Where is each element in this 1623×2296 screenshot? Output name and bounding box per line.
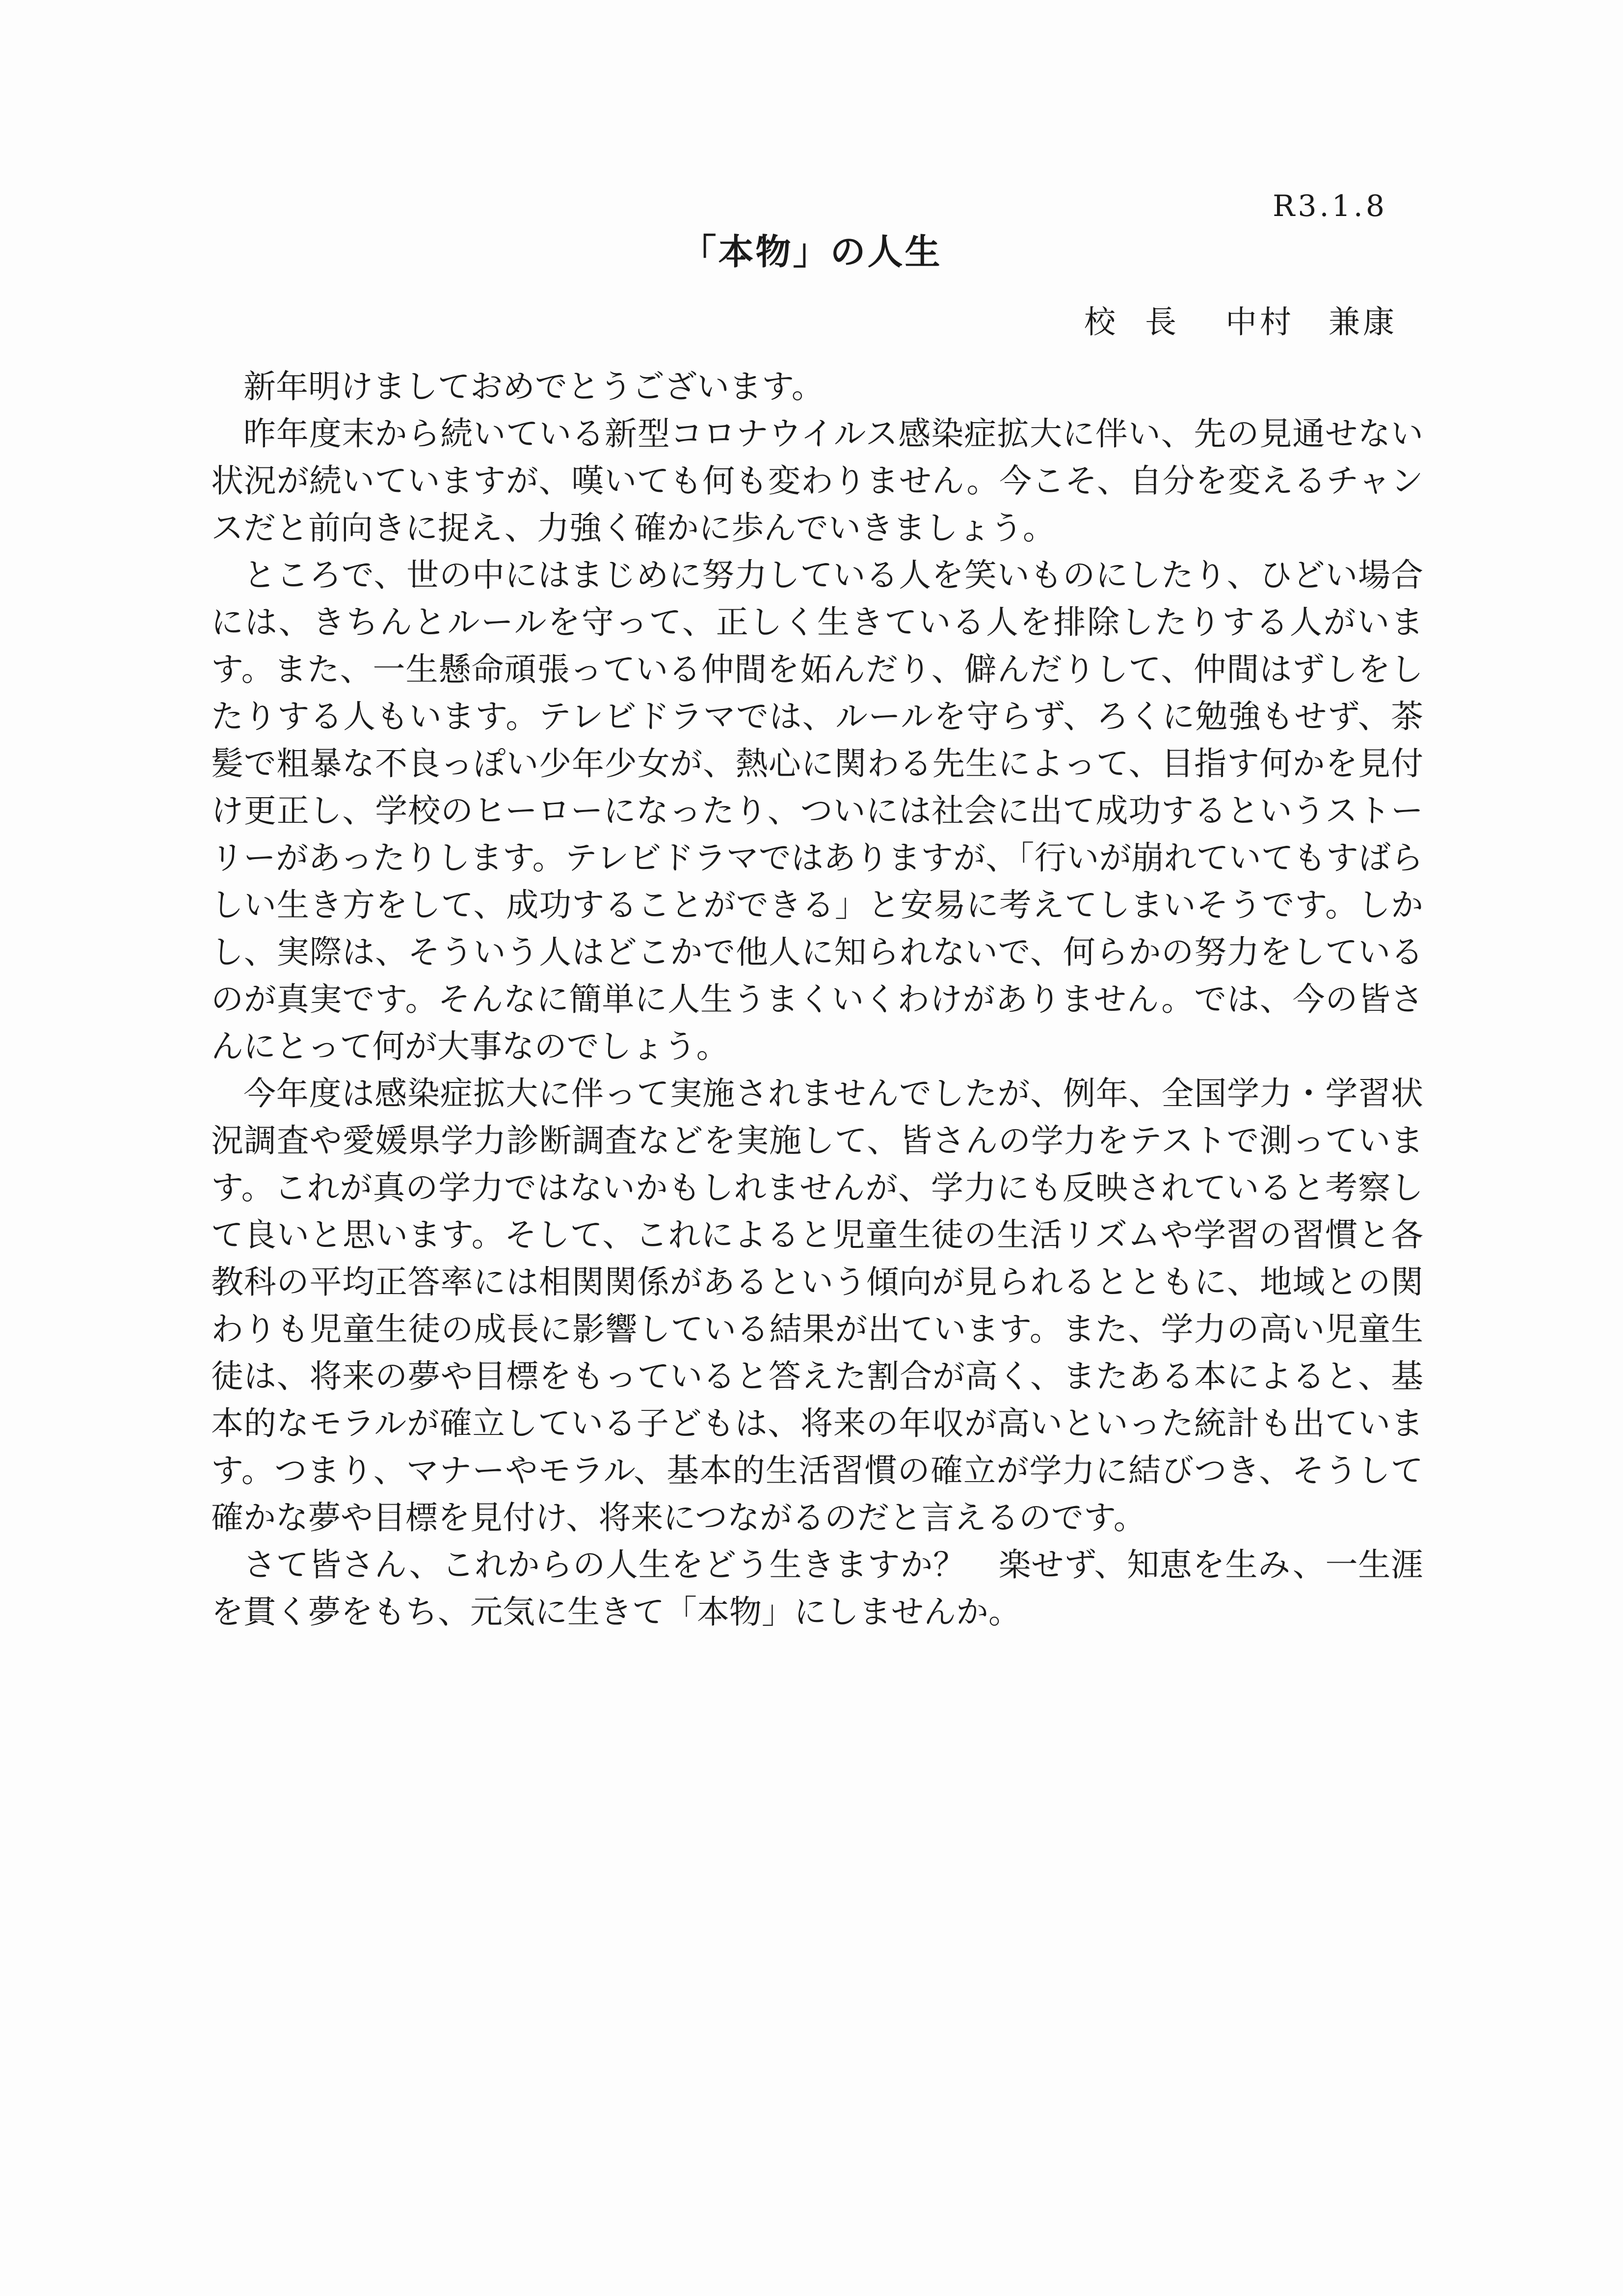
paragraph: 今年度は感染症拡大に伴って実施されませんでしたが、例年、全国学力・学習状況調査や愛媛県学力診断調査などを実施して、皆さんの学力をテストで測っています。これが真の学力ではないかもしれませんが、学力にも反映されていると考察して良いと思います。そして、これによると児童生徒の生活リズムや学習の習慣と各教科の平均正答率には相関関係があるという傾向が見られるとともに、地域との関わりも児童生徒の成長に影響している結果が出ています。また、学力の高い児童生徒は、将来の夢や目標をもっていると答えた割合が高く、またある本によると、基本的なモラルが確立している子どもは、将来の年収が高いといった統計も出ています。つまり、マナーやモラル、基本的生活習慣の確立が学力に結びつき、そうして確かな夢や目標を見付け、将来につながるのだと言えるのです。: [211, 1075, 1423, 1537]
paragraph: 昨年度末から続いている新型コロナウイルス感染症拡大に伴い、先の見通せない状況が続いていますが、嘆いても何も変わりません。今こそ、自分を変えるチャンスだと前向きに捉え、力強く確かに歩んでいきましょう。: [211, 415, 1423, 547]
paragraph: 新年明けましておめでとうございます。: [243, 368, 824, 405]
document-date: R3.1.8: [1273, 189, 1387, 223]
paragraph: ところで、世の中にはまじめに努力している人を笑いものにしたり、ひどい場合には、きちんとルールを守って、正しく生きている人を排除したりする人がいます。また、一生懸命頑張っている仲間を妬んだり、僻んだりして、仲間はずしをしたりする人もいます。テレビドラマでは、ルールを守らず、ろくに勉強もせず、茶髪で粗暴な不良っぽい少年少女が、熱心に関わる先生によって、目指す何かを見付け更正し、学校のヒーローになったり、ついには社会に出て成功するというストーリーがあったりします。テレビドラマではありますが、「行いが崩れていてもすばらしい生き方をして、成功することができる」と安易に考えてしまいそうです。しかし、実際は、そういう人はどこかで他人に知られないで、何らかの努力をしているのが真実です。そんなに簡単に人生うまくいくわけがありません。では、今の皆さんにとって何が大事なのでしょう。: [211, 556, 1423, 1065]
author-line: [1084, 297, 1397, 342]
document-title: 「本物」の人生: [681, 231, 942, 272]
author-role: 校長: [1084, 304, 1206, 341]
document-body: [211, 363, 1423, 1636]
author-name: 中村 兼康: [1225, 304, 1397, 341]
paragraph: さて皆さん、これからの人生をどう生きますか？ 楽せず、知恵を生み、一生涯を貫く夢をもち、元気に生きて「本物」にしませんか。: [211, 1546, 1423, 1631]
